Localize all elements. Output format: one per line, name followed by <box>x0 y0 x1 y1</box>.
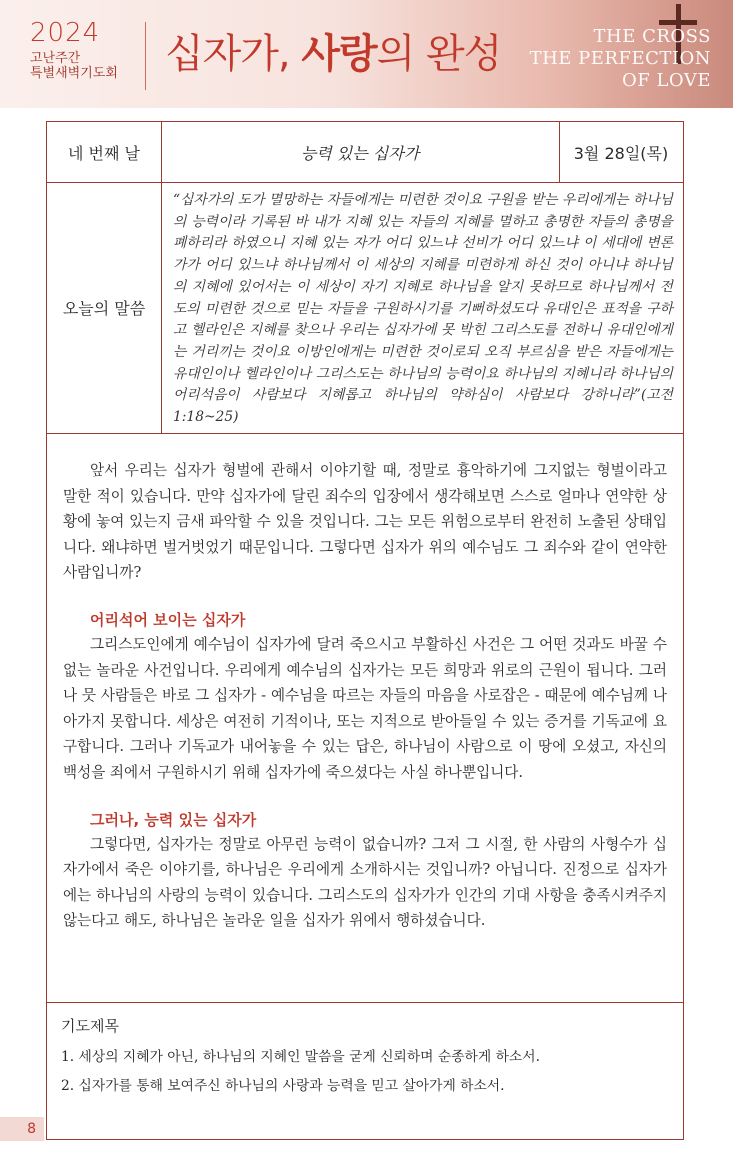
prayer-list <box>61 1043 671 1101</box>
page-header <box>0 0 733 108</box>
devotional-box <box>46 121 684 1140</box>
english-title-line1: THE CROSS <box>593 26 711 47</box>
section-heading-2: 그러나, 능력 있는 십자가 <box>90 810 257 829</box>
event-label <box>30 20 118 80</box>
intro-paragraph: 앞서 우리는 십자가 형벌에 관해서 이야기할 때, 정말로 흉악하기에 그지없는 형벌이라고 말한 적이 있습니다. 만약 십자가에 달린 죄수의 입장에서 생각해보면 스스로 얼마나 연약한 상황에 놓여 있는지 금새 파악할 수 있을 것입니다. 그는 모든 위험으로부터 완전히 노출된 상태입니다. 왜냐하면 벌거벗었기 때문입니다. 그렇다면 십자가 위의 예수님도 그 죄수와 같이 연약한 사람입니까? <box>63 462 667 582</box>
header-divider <box>145 22 146 90</box>
series-title-emphasis: 사랑 <box>301 31 377 77</box>
day-label: 네 번째 날 <box>47 122 162 182</box>
scripture-text: “십자가의 도가 멸망하는 자들에게는 미련한 것이요 구원을 받는 우리에게는 하나님의 능력이라 기록된 바 내가 지혜 있는 자들의 지혜를 멸하고 총명한 자들의 총명을 폐하리라 하였으니 지혜 있는 자가 어디 있느냐 선비가 어디 있느냐 이 세대에 변론가가 어디 있느냐 하나님께서 이 세상의 지혜를 미련하게 하신 것이 아니냐 하나님의 지혜에 있어서는 이 세상이 자기 지혜로 하나님을 알지 못하므로 하나님께서 전도의 미련한 것으로 믿는 자들을 구원하시기를 기뻐하셨도다 유대인은 표적을 구하고 헬라인은 지혜를 찾으나 우리는 십자가에 못 박힌 그리스도를 전하니 유대인에게는 거리끼는 것이요 이방인에게는 미련한 것이로되 오직 부르심을 받은 자들에게는 유대인이나 헬라인이나 그리스도는 하나님의 능력이요 하나님의 지혜니라 하나님의 어리석음이 사람보다 지혜롭고 하나님의 약하심이 사람보다 강하니라”(고전 1:18~25) <box>173 192 673 426</box>
page-number: 8 <box>0 1117 44 1141</box>
scripture-label: 오늘의 말씀 <box>47 182 162 433</box>
english-title-line2: THE PERFECTION <box>529 48 711 69</box>
day-theme: 능력 있는 십자가 <box>161 122 560 182</box>
sermon-body <box>63 458 667 934</box>
english-title-line3: OF LOVE <box>622 70 711 91</box>
series-title-part1: 십자가, <box>165 31 302 77</box>
prayer-title: 기도제목 <box>61 1017 119 1035</box>
event-subtitle-1: 고난주간 <box>30 51 81 66</box>
day-date: 3월 28일(목) <box>573 143 669 163</box>
scripture-row <box>47 182 683 434</box>
english-title <box>530 26 711 92</box>
cross-icon-bar <box>659 20 697 25</box>
info-row <box>47 122 683 183</box>
series-title <box>165 22 501 79</box>
prayer-item: 1. 세상의 지혜가 아닌, 하나님의 지혜인 말씀을 굳게 신뢰하며 순종하게 하소서. <box>61 1049 540 1065</box>
prayer-item: 2. 십자가를 통해 보여주신 하나님의 사랑과 능력을 믿고 살아가게 하소서. <box>61 1078 505 1094</box>
prayer-section <box>47 1002 683 1142</box>
section-heading-1: 어리석어 보이는 십자가 <box>90 610 246 629</box>
event-year: 2024 <box>30 18 101 48</box>
section-paragraph-2: 그렇다면, 십자가는 정말로 아무런 능력이 없습니까? 그저 그 시절, 한 사람의 사형수가 십자가에서 죽은 이야기를, 하나님은 우리에게 소개하시는 것입니까? 아닙니다. 진정으로 십자가에는 하나님의 사랑의 능력이 있습니다. 그리스도의 십자가가 인간의 기대 사항을 충족시켜주지 않는다고 해도, 하나님은 놀라운 일을 십자가 위에서 행하셨습니다. <box>63 835 667 930</box>
section-paragraph-1: 그리스도인에게 예수님이 십자가에 달려 죽으시고 부활하신 사건은 그 어떤 것과도 바꿀 수 없는 놀라운 사건입니다. 우리에게 예수님의 십자가는 모든 희망과 위로의 근원이 됩니다. 그러나 뭇 사람들은 바로 그 십자가 - 예수님을 따르는 자들의 마음을 사로잡은 - 때문에 예수님께 나아가지 못합니다. 세상은 여전히 기적이나, 또는 지적으로 받아들일 수 있는 증거를 기독교에 요구합니다. 그러나 기독교가 내어놓을 수 있는 답은, 하나님이 사람으로 이 땅에 오셨고, 자신의 백성을 죄에서 구원하시기 위해 십자가에 죽으셨다는 사실 하나뿐입니다. <box>63 635 667 781</box>
event-subtitle-2: 특별새벽기도회 <box>30 66 118 81</box>
series-title-part3: 의 완성 <box>376 31 502 77</box>
